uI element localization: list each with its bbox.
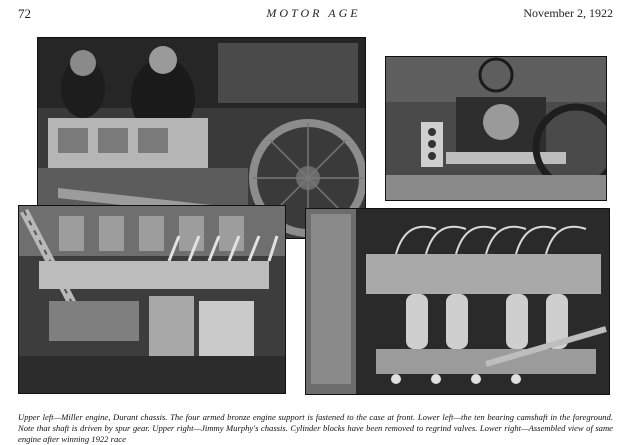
photo-upper-right bbox=[385, 56, 607, 201]
page-number: 72 bbox=[18, 6, 31, 21]
photo-lower-right bbox=[305, 208, 610, 395]
running-title: MOTOR AGE bbox=[266, 6, 361, 20]
page-header bbox=[0, 0, 627, 28]
issue-date: November 2, 1922 bbox=[523, 6, 613, 20]
photo-lower-left bbox=[18, 205, 286, 394]
photo-caption: Upper left—Miller engine, Durant chassis. The four armed bronze engine support is fastened to the case at front. Lower left—the ten bearing camshaft in the foreground. Note that shaft is driven by spur gear. Upper right—Jimmy Murphy's chassis. Cylinder blocks have been removed to regrind valves. Lower right—Assembled view of same engine after winning 1922 race bbox=[18, 411, 613, 444]
